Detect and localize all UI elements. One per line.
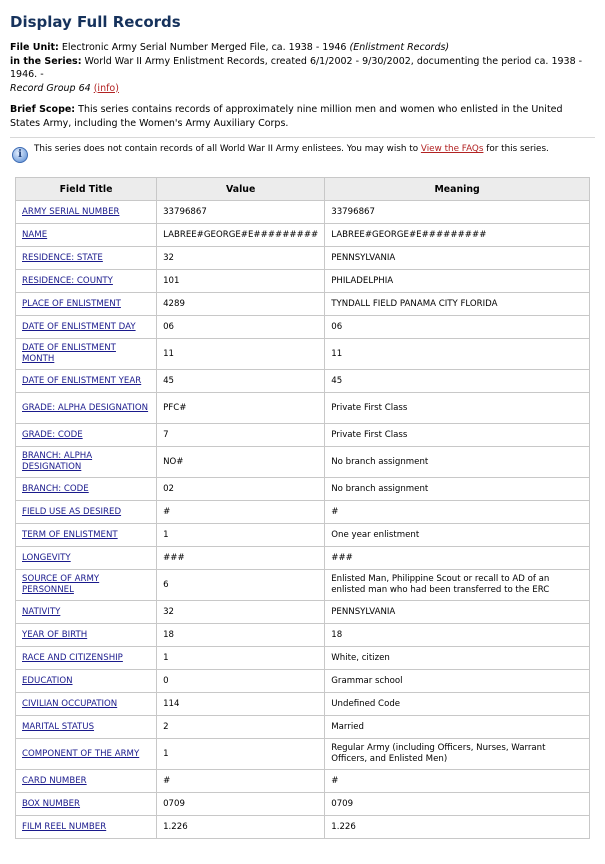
field-title-cell — [16, 816, 157, 839]
value-cell: 1 — [157, 647, 325, 670]
table-row — [16, 624, 590, 647]
value-cell: 4289 — [157, 293, 325, 316]
field-title-link[interactable]: FIELD USE AS DESIRED — [22, 506, 122, 517]
field-title-link[interactable]: RACE AND CITIZENSHIP — [22, 652, 123, 663]
meaning-cell: # — [325, 501, 590, 524]
field-title-link[interactable]: RESIDENCE: COUNTY — [22, 275, 113, 286]
meaning-cell: Married — [325, 716, 590, 739]
table-row — [16, 424, 590, 447]
view-faqs-link[interactable]: View the FAQs — [420, 144, 484, 154]
series-note — [10, 137, 595, 163]
value-cell: # — [157, 501, 325, 524]
field-title-link[interactable]: RESIDENCE: STATE — [22, 252, 103, 263]
value-cell: 32 — [157, 247, 325, 270]
field-title-cell — [16, 270, 157, 293]
meaning-cell: 45 — [325, 370, 590, 393]
meaning-cell: Enlisted Man, Philippine Scout or recall to AD of an enlisted man who had been transferred to the ERC — [325, 570, 590, 601]
field-title-cell — [16, 693, 157, 716]
table-row — [16, 816, 590, 839]
field-title-cell — [16, 716, 157, 739]
field-title-link[interactable]: DATE OF ENLISTMENT MONTH — [22, 343, 116, 364]
field-title-link[interactable]: CARD NUMBER — [22, 775, 87, 786]
note-text — [34, 143, 549, 155]
meaning-cell: No branch assignment — [325, 447, 590, 478]
value-cell: PFC# — [157, 393, 325, 424]
field-title-link[interactable]: SOURCE OF ARMY PERSONNEL — [22, 574, 100, 595]
table-row — [16, 478, 590, 501]
field-title-link[interactable]: DATE OF ENLISTMENT YEAR — [22, 375, 142, 386]
info-link[interactable]: (info) — [93, 82, 119, 94]
field-title-link[interactable]: ARMY SERIAL NUMBER — [22, 206, 120, 217]
field-title-cell — [16, 647, 157, 670]
field-title-link[interactable]: MARITAL STATUS — [22, 721, 95, 732]
table-row — [16, 339, 590, 370]
meaning-cell: White, citizen — [325, 647, 590, 670]
meaning-cell: PHILADELPHIA — [325, 270, 590, 293]
field-title-cell — [16, 393, 157, 424]
meaning-cell: Regular Army (including Officers, Nurses, Warrant Officers, and Enlisted Men) — [325, 739, 590, 770]
table-row — [16, 501, 590, 524]
field-title-cell — [16, 601, 157, 624]
field-title-cell — [16, 247, 157, 270]
table-row — [16, 793, 590, 816]
field-title-cell — [16, 478, 157, 501]
meaning-cell: Private First Class — [325, 393, 590, 424]
meaning-cell: 1.226 — [325, 816, 590, 839]
value-cell: LABREE#GEORGE#E######### — [157, 224, 325, 247]
field-title-link[interactable]: GRADE: CODE — [22, 429, 83, 440]
table-row — [16, 716, 590, 739]
field-title-cell — [16, 739, 157, 770]
field-title-link[interactable]: EDUCATION — [22, 675, 73, 686]
table-row — [16, 270, 590, 293]
table-row — [16, 524, 590, 547]
table-row — [16, 770, 590, 793]
meaning-cell: Grammar school — [325, 670, 590, 693]
meaning-cell: LABREE#GEORGE#E######### — [325, 224, 590, 247]
table-row — [16, 739, 590, 770]
table-row — [16, 247, 590, 270]
field-title-cell — [16, 293, 157, 316]
file-unit-block — [10, 41, 595, 95]
value-cell: NO# — [157, 447, 325, 478]
table-row — [16, 393, 590, 424]
table-header-row — [16, 178, 590, 201]
meaning-cell: 33796867 — [325, 201, 590, 224]
field-title-cell — [16, 447, 157, 478]
value-cell: 0 — [157, 670, 325, 693]
note-text-before: This series does not contain records of all World War II Army enlistees. You may wish to — [34, 144, 419, 154]
field-title-cell — [16, 339, 157, 370]
value-cell: # — [157, 770, 325, 793]
field-title-link[interactable]: BRANCH: CODE — [22, 483, 89, 494]
table-row — [16, 693, 590, 716]
meaning-cell: No branch assignment — [325, 478, 590, 501]
table-row — [16, 447, 590, 478]
field-title-cell — [16, 793, 157, 816]
meaning-cell: Undefined Code — [325, 693, 590, 716]
meaning-cell: # — [325, 770, 590, 793]
field-title-link[interactable]: COMPONENT OF THE ARMY — [22, 748, 140, 759]
field-title-link[interactable]: NAME — [22, 229, 48, 240]
table-row — [16, 647, 590, 670]
table-row — [16, 370, 590, 393]
info-icon: i — [12, 147, 28, 163]
meaning-cell: 11 — [325, 339, 590, 370]
value-cell: ### — [157, 547, 325, 570]
value-cell: 1 — [157, 739, 325, 770]
brief-scope-label: Brief Scope: — [10, 104, 76, 115]
value-cell: 0709 — [157, 793, 325, 816]
field-title-link[interactable]: DATE OF ENLISTMENT DAY — [22, 321, 136, 332]
field-title-cell — [16, 316, 157, 339]
meaning-cell: One year enlistment — [325, 524, 590, 547]
field-title-cell — [16, 224, 157, 247]
field-title-link[interactable]: TERM OF ENLISTMENT — [22, 529, 118, 540]
table-row — [16, 601, 590, 624]
series-value: World War II Army Enlistment Records, created 6/1/2002 - 9/30/2002, documenting the period ca. 1938 - 1946. - — [10, 55, 583, 80]
field-title-link[interactable]: FILM REEL NUMBER — [22, 821, 107, 832]
field-title-cell — [16, 370, 157, 393]
value-cell: 101 — [157, 270, 325, 293]
table-row — [16, 201, 590, 224]
field-title-cell — [16, 770, 157, 793]
record-group: Record Group 64 — [10, 82, 91, 94]
value-cell: 1.226 — [157, 816, 325, 839]
file-unit-italic: (Enlistment Records) — [349, 42, 450, 53]
value-cell: 114 — [157, 693, 325, 716]
records-table — [15, 177, 590, 839]
brief-scope-value: This series contains records of approximately nine million men and women who enlisted in the United States Army, including the Women's Army Auxiliary Corps. — [10, 104, 563, 129]
field-title-link[interactable]: BRANCH: ALPHA DESIGNATION — [22, 451, 93, 472]
field-title-link[interactable]: PLACE OF ENLISTMENT — [22, 298, 121, 309]
field-title-link[interactable]: BOX NUMBER — [22, 798, 81, 809]
field-title-cell — [16, 524, 157, 547]
header-value: Value — [157, 178, 325, 201]
header-field-title: Field Title — [16, 178, 157, 201]
note-text-after: for this series. — [486, 144, 549, 154]
meaning-cell: 0709 — [325, 793, 590, 816]
field-title-cell — [16, 570, 157, 601]
header-meaning: Meaning — [325, 178, 590, 201]
value-cell: 33796867 — [157, 201, 325, 224]
value-cell: 11 — [157, 339, 325, 370]
value-cell: 18 — [157, 624, 325, 647]
meaning-cell: PENNSYLVANIA — [325, 247, 590, 270]
field-title-cell — [16, 201, 157, 224]
field-title-cell — [16, 424, 157, 447]
value-cell: 6 — [157, 570, 325, 601]
field-title-link[interactable]: YEAR OF BIRTH — [22, 629, 88, 640]
table-row — [16, 316, 590, 339]
table-row — [16, 670, 590, 693]
field-title-link[interactable]: GRADE: ALPHA DESIGNATION — [22, 402, 149, 413]
value-cell: 2 — [157, 716, 325, 739]
table-row — [16, 224, 590, 247]
meaning-cell: 18 — [325, 624, 590, 647]
meaning-cell: ### — [325, 547, 590, 570]
value-cell: 1 — [157, 524, 325, 547]
file-unit-label: File Unit: — [10, 42, 59, 53]
field-title-link[interactable]: CIVILIAN OCCUPATION — [22, 698, 118, 709]
value-cell: 02 — [157, 478, 325, 501]
value-cell: 45 — [157, 370, 325, 393]
meaning-cell: PENNSYLVANIA — [325, 601, 590, 624]
value-cell: 7 — [157, 424, 325, 447]
page-title: Display Full Records — [10, 13, 181, 31]
field-title-cell — [16, 670, 157, 693]
field-title-link[interactable]: LONGEVITY — [22, 552, 71, 563]
value-cell: 32 — [157, 601, 325, 624]
table-row — [16, 570, 590, 601]
field-title-cell — [16, 501, 157, 524]
series-label: in the Series: — [10, 55, 82, 67]
meaning-cell: TYNDALL FIELD PANAMA CITY FLORIDA — [325, 293, 590, 316]
value-cell: 06 — [157, 316, 325, 339]
file-unit-value: Electronic Army Serial Number Merged File, ca. 1938 - 1946 — [61, 42, 347, 53]
brief-scope — [10, 103, 595, 131]
table-row — [16, 293, 590, 316]
field-title-cell — [16, 547, 157, 570]
field-title-cell — [16, 624, 157, 647]
field-title-link[interactable]: NATIVITY — [22, 606, 61, 617]
meaning-cell: 06 — [325, 316, 590, 339]
table-row — [16, 547, 590, 570]
meaning-cell: Private First Class — [325, 424, 590, 447]
